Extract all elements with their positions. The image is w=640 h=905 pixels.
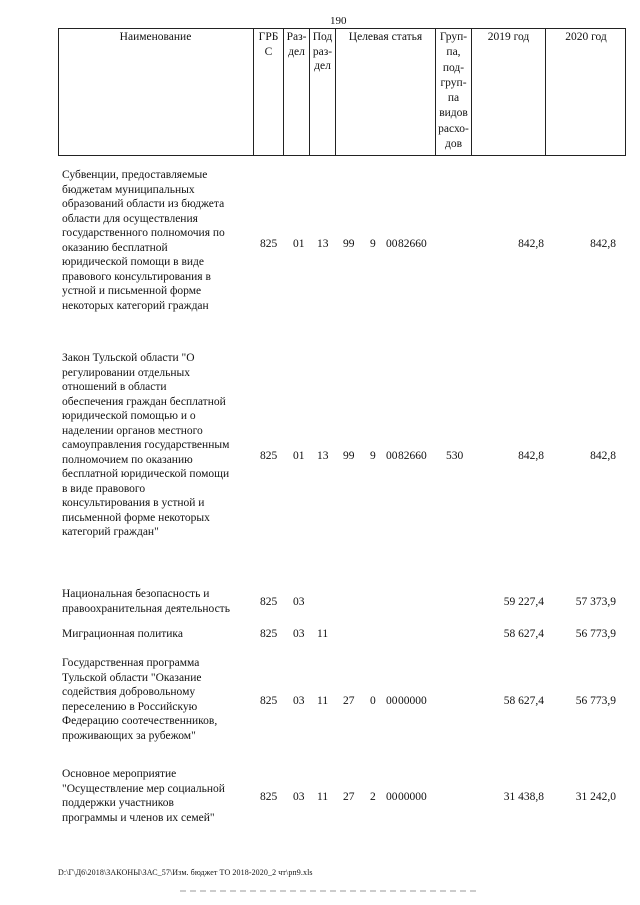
header-grbs <box>254 28 284 156</box>
row-name-line: правового консультирования в <box>62 270 211 283</box>
header-vid-line: груп- <box>440 76 467 89</box>
row-name-line: Субвенции, предоставляемые <box>62 169 208 181</box>
row-name-line: письменной форме некоторых <box>62 511 210 524</box>
header-vid-line: па, <box>446 46 461 59</box>
row-name <box>62 168 258 313</box>
cell-2020: 31 242,0 <box>575 791 616 803</box>
header-razdel-line: Раз- <box>286 31 307 43</box>
row-name-line: Федерацию соотечественников, <box>62 715 218 727</box>
cell-2020: 842,8 <box>590 238 616 250</box>
row-name-line: Национальная безопасность и <box>62 588 210 600</box>
cell-razdel: 01 <box>293 238 305 250</box>
row-name-line: бесплатной юридической помощи <box>62 468 230 480</box>
cell-grbs: 825 <box>260 628 278 640</box>
header-2019-label: 2019 год <box>487 31 530 43</box>
row-name <box>62 627 258 642</box>
row-name-line: "Осуществление мер социальной <box>62 782 225 795</box>
cell-target-direction: 82660 <box>398 450 427 462</box>
scan-artifact <box>180 890 480 892</box>
header-2020 <box>546 28 626 156</box>
header-vid-line: под- <box>442 61 465 74</box>
row-name-line: образований области из бюджета <box>62 198 225 210</box>
cell-2020: 842,8 <box>590 450 616 462</box>
row-name-line: правоохранительная деятельность <box>62 602 230 615</box>
cell-2019: 31 438,8 <box>503 791 544 803</box>
cell-2019: 842,8 <box>518 238 544 250</box>
row-name-line: обеспечения граждан бесплатной <box>62 395 226 408</box>
cell-target-direction: 82660 <box>398 238 427 250</box>
row-name-line: регулировании отдельных <box>62 366 190 379</box>
cell-grbs: 825 <box>260 596 278 608</box>
header-target-label: Целевая статья <box>348 31 423 43</box>
header-vid-line: дов <box>444 138 463 151</box>
cell-target-event: 00 <box>386 450 398 462</box>
row-name-line: наделении органов местного <box>62 424 203 437</box>
row-name-line: проживающих за рубежом" <box>62 729 196 742</box>
row-name-line: программы и членов их семей" <box>62 811 215 824</box>
row-name-line: отношений в области <box>62 381 167 393</box>
cell-2019: 842,8 <box>518 450 544 462</box>
cell-target-program: 27 <box>343 791 355 803</box>
row-name-line: полномочием по оказанию <box>62 453 193 466</box>
cell-2019: 58 627,4 <box>503 628 544 640</box>
row-name <box>62 351 258 540</box>
header-grbs-line: С <box>264 45 273 58</box>
row-name-line: Основное мероприятие <box>62 768 177 780</box>
row-name-line: бюджетам муниципальных <box>62 183 195 196</box>
cell-target-event: 00 <box>386 238 398 250</box>
cell-target-subprogram: 2 <box>370 791 376 803</box>
cell-2019: 59 227,4 <box>503 596 544 608</box>
header-grbs-line: ГРБ <box>258 31 279 43</box>
cell-podrazdel: 13 <box>317 238 329 250</box>
header-razdel <box>284 28 310 156</box>
cell-target-program: 27 <box>343 695 355 707</box>
header-vid-line: па <box>447 92 460 105</box>
row-name-line: в виде правового <box>62 482 146 495</box>
header-vid-line: видов <box>439 107 468 120</box>
cell-2020: 56 773,9 <box>575 695 616 707</box>
row-name-line: устной и письменной форме <box>62 285 202 297</box>
row-name-line: самоуправления государственным <box>62 439 230 451</box>
page-number: 190 <box>330 15 347 27</box>
cell-target-subprogram: 9 <box>370 450 376 462</box>
cell-podrazdel: 11 <box>317 791 329 803</box>
table-header <box>58 28 626 156</box>
cell-target-program: 99 <box>343 238 355 250</box>
cell-grbs: 825 <box>260 695 278 707</box>
cell-razdel: 03 <box>293 628 305 640</box>
cell-target-program: 99 <box>343 450 355 462</box>
cell-vid: 530 <box>446 450 464 462</box>
row-name <box>62 587 258 616</box>
header-target <box>336 28 436 156</box>
row-name <box>62 767 258 825</box>
row-name-line: переселению в Российскую <box>62 700 198 713</box>
cell-podrazdel: 13 <box>317 450 329 462</box>
header-podrazdel-line: раз- <box>312 45 333 58</box>
row-name-line: поддержки участников <box>62 797 174 809</box>
header-name-label: Наименование <box>119 31 192 43</box>
cell-podrazdel: 11 <box>317 628 329 640</box>
header-podrazdel-line: Под <box>312 31 333 43</box>
cell-grbs: 825 <box>260 450 278 462</box>
header-vid-line: Груп- <box>439 31 468 43</box>
cell-razdel: 03 <box>293 695 305 707</box>
cell-podrazdel: 11 <box>317 695 329 707</box>
cell-razdel: 03 <box>293 596 305 608</box>
header-vid-line: расхо- <box>438 122 469 135</box>
cell-target-subprogram: 0 <box>370 695 376 707</box>
header-podrazdel-line: дел <box>314 60 331 72</box>
row-name-line: юридической помощью и о <box>62 410 196 422</box>
row-name <box>62 656 258 743</box>
row-name-line: Государственная программа <box>62 657 200 669</box>
row-name-line: государственного полномочия по <box>62 227 225 239</box>
cell-target-subprogram: 9 <box>370 238 376 250</box>
header-razdel-line: дел <box>288 45 305 58</box>
cell-razdel: 03 <box>293 791 305 803</box>
row-name-line: категорий граждан" <box>62 526 159 538</box>
row-name-line: Тульской области "Оказание <box>62 671 202 684</box>
row-name-line: консультирования в устной и <box>62 497 205 509</box>
cell-razdel: 01 <box>293 450 305 462</box>
cell-2020: 56 773,9 <box>575 628 616 640</box>
row-name-line: содействия добровольному <box>62 686 196 698</box>
row-name-line: области для осуществления <box>62 212 198 225</box>
header-2019 <box>472 28 546 156</box>
cell-grbs: 825 <box>260 791 278 803</box>
cell-grbs: 825 <box>260 238 278 250</box>
cell-target-event: 00 <box>386 791 398 803</box>
cell-target-event: 00 <box>386 695 398 707</box>
cell-2019: 58 627,4 <box>503 695 544 707</box>
header-2020-label: 2020 год <box>565 31 607 43</box>
row-name-line: оказанию бесплатной <box>62 241 168 254</box>
cell-target-direction: 00000 <box>398 791 427 803</box>
row-name-line: юридической помощи в виде <box>62 256 205 268</box>
row-name-line: Миграционная политика <box>62 628 183 640</box>
row-name-line: Закон Тульской области "О <box>62 352 195 364</box>
header-podrazdel <box>310 28 336 156</box>
cell-2020: 57 373,9 <box>575 596 616 608</box>
file-path-footer: D:\Г\Д6\2018\ЗАКОНЫ\ЗАС_57\Изм. бюджет ТО 2018-2020_2 чт\рп9.xls <box>58 868 313 877</box>
cell-target-direction: 00000 <box>398 695 427 707</box>
header-vid <box>436 28 472 156</box>
row-name-line: некоторых категорий граждан <box>62 299 209 312</box>
header-name <box>58 28 254 156</box>
